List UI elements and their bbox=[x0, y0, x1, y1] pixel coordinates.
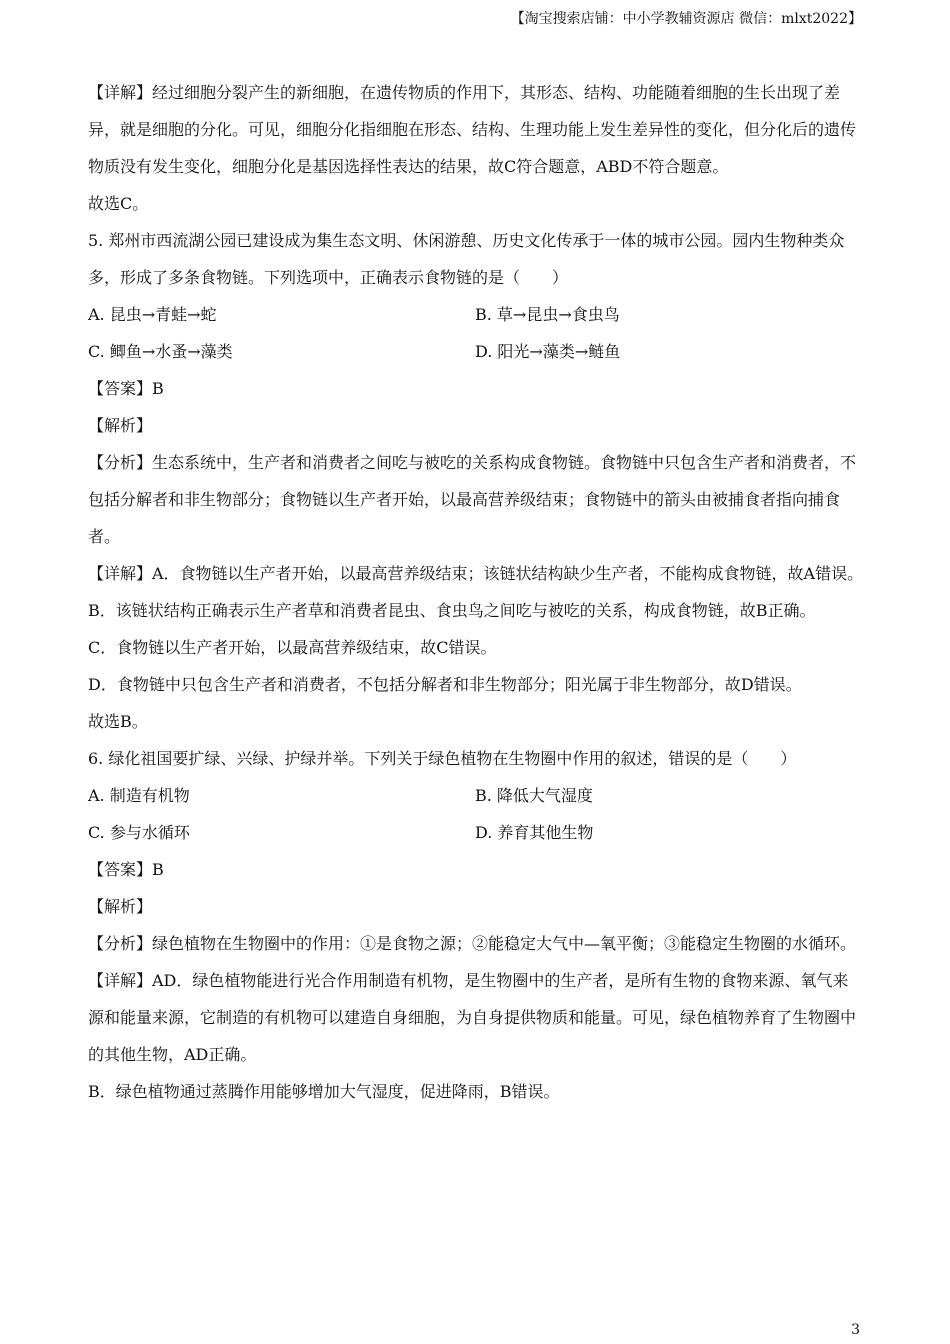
page-number: 3 bbox=[851, 1322, 860, 1338]
paragraph: 故选C。 bbox=[88, 194, 149, 213]
page-header: 【淘宝搜索店铺：中小学教辅资源店 微信：mlxt2022】 bbox=[510, 11, 862, 27]
option-d: D. 养育其他生物 bbox=[475, 823, 594, 842]
option-c: C. 鲫鱼→水蚤→藻类 bbox=[88, 342, 233, 361]
paragraph: B．该链状结构正确表示生产者草和消费者昆虫、食虫鸟之间吃与被吃的关系，构成食物链，故B正确。 bbox=[88, 601, 816, 620]
options-row bbox=[88, 333, 864, 370]
options-row bbox=[88, 777, 864, 814]
paragraph: 【分析】绿色植物在生物圈中的作用：①是食物之源；②能稳定大气中—氧平衡；③能稳定生物圈的水循环。 bbox=[88, 934, 857, 953]
options-row bbox=[88, 296, 864, 333]
paragraph: 【分析】生态系统中，生产者和消费者之间吃与被吃的关系构成食物链。食物链中只包含生产者和消费者，不包括分解者和非生物部分；食物链以生产者开始，以最高营养级结束；食物链中的箭头由被捕食者指向捕食者。 bbox=[88, 453, 857, 546]
option-d: D. 阳光→藻类→鲢鱼 bbox=[475, 342, 621, 361]
answer: 【答案】B bbox=[88, 379, 164, 398]
paragraph: C．食物链以生产者开始，以最高营养级结束，故C错误。 bbox=[88, 638, 497, 657]
analysis-heading: 【解析】 bbox=[88, 416, 153, 435]
paragraph: 【详解】经过细胞分裂产生的新细胞，在遗传物质的作用下，其形态、结构、功能随着细胞的生长出现了差异，就是细胞的分化。可见，细胞分化指细胞在形态、结构、生理功能上发生差异性的变化，但分化后的遗传物质没有发生变化，细胞分化是基因选择性表达的结果，故C符合题意，ABD不符合题意。 bbox=[88, 83, 857, 176]
answer: 【答案】B bbox=[88, 860, 164, 879]
paragraph: 【详解】AD．绿色植物能进行光合作用制造有机物，是生物圈中的生产者，是所有生物的食物来源、氧气来源和能量来源，它制造的有机物可以建造自身细胞，为自身提供物质和能量。可见，绿色植物养育了生物圈中的其他生物，AD正确。 bbox=[88, 971, 857, 1064]
option-b: B. 降低大气湿度 bbox=[475, 786, 593, 805]
option-c: C. 参与水循环 bbox=[88, 823, 190, 842]
question-stem: 6. 绿化祖国要扩绿、兴绿、护绿并举。下列关于绿色植物在生物圈中作用的叙述，错误的是（ ） bbox=[88, 749, 797, 768]
options-row bbox=[88, 814, 864, 851]
option-a: A. 制造有机物 bbox=[88, 786, 190, 805]
paragraph: D．食物链中只包含生产者和消费者，不包括分解者和非生物部分；阳光属于非生物部分，故D错误。 bbox=[88, 675, 802, 694]
analysis-heading: 【解析】 bbox=[88, 897, 153, 916]
question-stem: 5. 郑州市西流湖公园已建设成为集生态文明、休闲游憩、历史文化传承于一体的城市公园。园内生物种类众多，形成了多条食物链。下列选项中，正确表示食物链的是（ ） bbox=[88, 231, 845, 287]
option-a: A. 昆虫→青蛙→蛇 bbox=[88, 305, 217, 324]
paragraph: B．绿色植物通过蒸腾作用能够增加大气湿度，促进降雨，B错误。 bbox=[88, 1082, 560, 1101]
option-b: B. 草→昆虫→食虫鸟 bbox=[475, 305, 620, 324]
document-body bbox=[88, 74, 864, 1110]
paragraph: 故选B。 bbox=[88, 712, 148, 731]
paragraph: 【详解】A．食物链以生产者开始，以最高营养级结束；该链状结构缺少生产者，不能构成食物链，故A错误。 bbox=[88, 564, 864, 583]
